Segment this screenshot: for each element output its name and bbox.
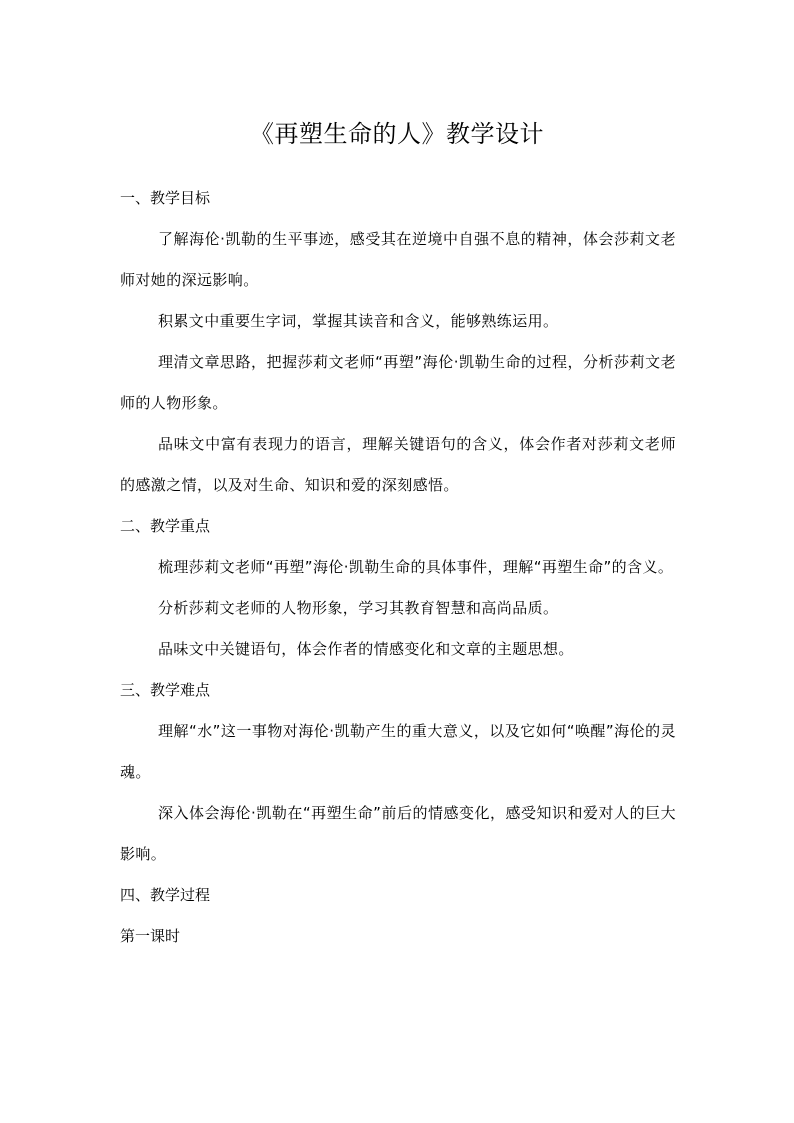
section-heading-process: 四、教学过程	[120, 886, 211, 904]
subheading-first-lesson: 第一课时	[120, 927, 181, 945]
section-heading-difficulties: 三、教学难点	[120, 681, 211, 699]
paragraph: 梳理莎莉文老师“再塑”海伦·凯勒生命的具体事件，理解“再塑生命”的含义。	[158, 558, 674, 576]
paragraph: 理清文章思路，把握莎莉文老师“再塑”海伦·凯勒生命的过程，分析莎莉文老师的人物形象。	[120, 353, 676, 412]
document-title: 《再塑生命的人》教学设计	[250, 120, 544, 148]
paragraph: 理解“水”这一事物对海伦·凯勒产生的重大意义，以及它如何“唤醒”海伦的灵魂。	[120, 722, 676, 781]
paragraph: 积累文中重要生字词，掌握其读音和含义，能够熟练运用。	[158, 312, 559, 330]
paragraph: 品味文中关键语句，体会作者的情感变化和文章的主题思想。	[158, 640, 574, 658]
section-heading-key-points: 二、教学重点	[120, 517, 211, 535]
paragraph: 了解海伦·凯勒的生平事迹，感受其在逆境中自强不息的精神，体会莎莉文老师对她的深远影响。	[120, 230, 676, 289]
document-body	[120, 178, 676, 957]
paragraph: 分析莎莉文老师的人物形象，学习其教育智慧和高尚品质。	[158, 599, 559, 617]
paragraph: 深入体会海伦·凯勒在“再塑生命”前后的情感变化，感受知识和爱对人的巨大影响。	[120, 804, 676, 863]
section-heading-objectives: 一、教学目标	[120, 189, 211, 207]
paragraph: 品味文中富有表现力的语言，理解关键语句的含义，体会作者对莎莉文老师的感激之情，以及对生命、知识和爱的深刻感悟。	[120, 435, 676, 494]
